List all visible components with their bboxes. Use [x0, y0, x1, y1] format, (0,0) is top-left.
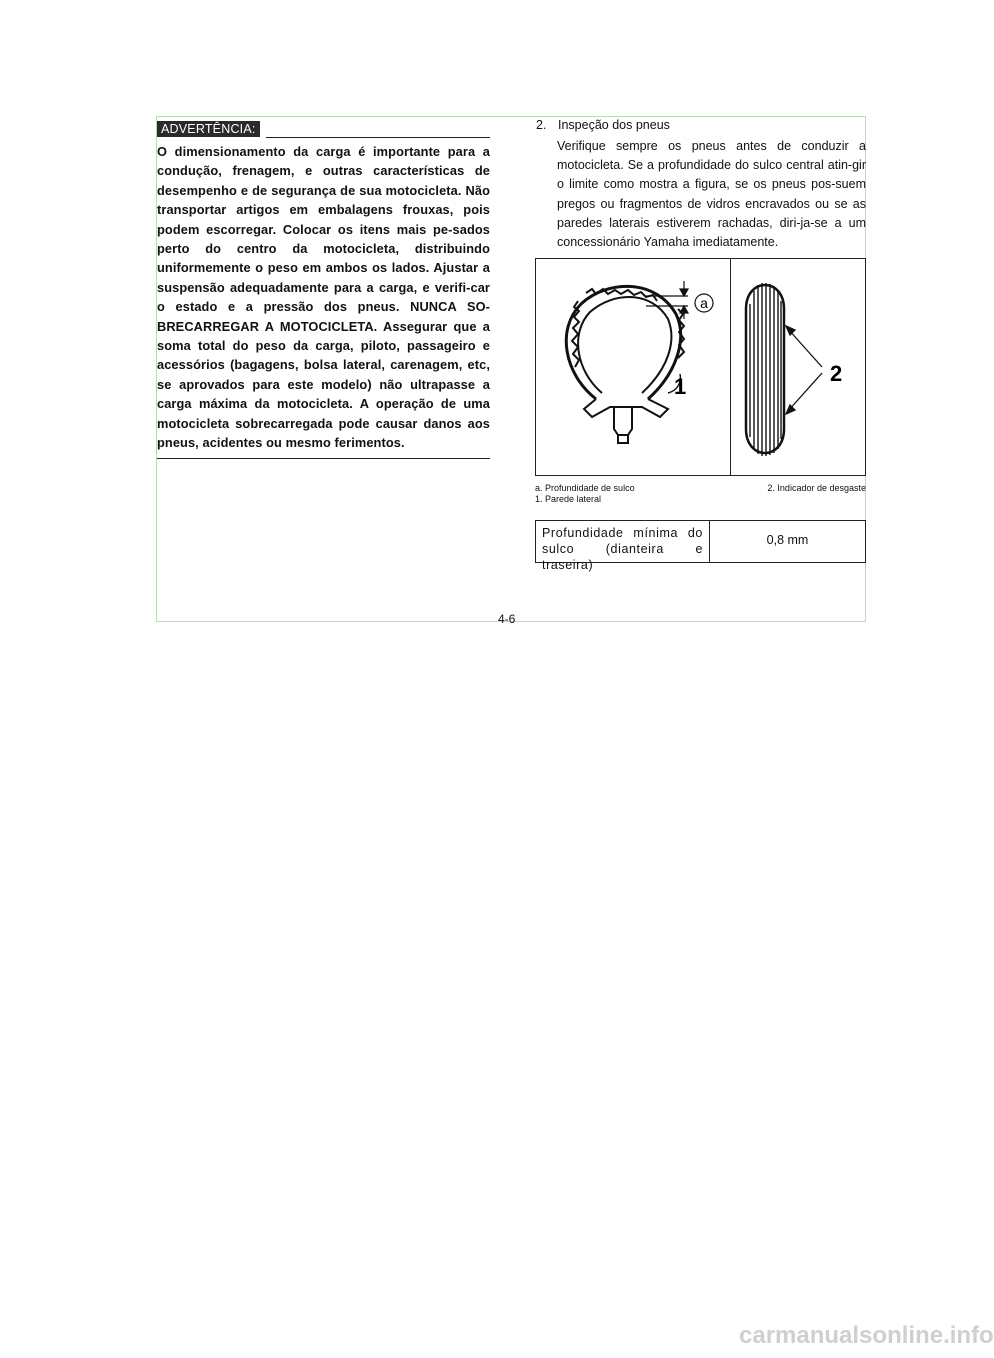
caption-a: a. Profundidade de sulco [535, 483, 635, 493]
section-heading [536, 117, 670, 133]
section-text: Verifique sempre os pneus antes de conduzir a motocicleta. Se a profundidade do sulco central atin-gir o limite como mostra a figura, se os pneus pos-suem pregos ou fragmentos de vidros encravados ou se as paredes laterais estiverem rachadas, diri-ja-se a um concessionário Yamaha imediatamente. [557, 139, 866, 250]
spec-label: Profundidade mínima do sulco (dianteira e traseira) [536, 521, 710, 562]
page-number: 4-6 [498, 612, 516, 626]
depth-indicator [646, 281, 688, 319]
spec-table [535, 520, 866, 572]
tire-illustration [536, 259, 864, 474]
spec-value: 0,8 mm [766, 532, 809, 547]
tire-cross-section [566, 286, 687, 443]
warning-rule-top [266, 137, 490, 138]
callout-1: 1 [674, 374, 687, 399]
section-title: Inspeção dos pneus [558, 118, 670, 132]
warning-body: O dimensionamento da carga é importante para a condução, frenagem, e outras características de desempenho e de segurança de sua motocicleta. Não transportar artigos em embalagens frouxas, pois podem escorregar. Colocar os itens mais pe-sados perto do centro da motocicleta, distribuindo uniformemente o peso em ambos os lados. Ajustar a suspensão adequadamente para a carga, e verifi-car o estado e a pressão dos pneus. NUNCA SO-BRECARREGAR A MOTOCICLETA. Assegurar que a soma total do peso da carga, piloto, passageiro e acessórios (bagagens, bolsa lateral, carenagem, etc, se aprovados para este modelo) não ultrapasse a carga máxima da motocicleta. A operação de uma motocicleta sobrecarregada pode causar danos aos pneus, acidentes ou mesmo ferimentos. [157, 144, 490, 451]
warning-header [157, 121, 490, 139]
caption-2: 2. Indicador de desgaste [767, 483, 866, 493]
callout-2: 2 [830, 361, 843, 386]
tire-tread-view [746, 283, 784, 456]
warning-label: ADVERTÊNCIA: [157, 121, 260, 137]
warning-rule-bottom [157, 458, 490, 459]
section-number: 2. [536, 118, 547, 132]
figure-caption-left [535, 483, 635, 505]
callout-a: a [700, 295, 708, 311]
tire-figure [535, 258, 866, 476]
caption-1: 1. Parede lateral [535, 494, 602, 504]
wear-indicator-arrows [786, 326, 822, 414]
watermark: carmanualsonline.info [739, 1322, 994, 1349]
